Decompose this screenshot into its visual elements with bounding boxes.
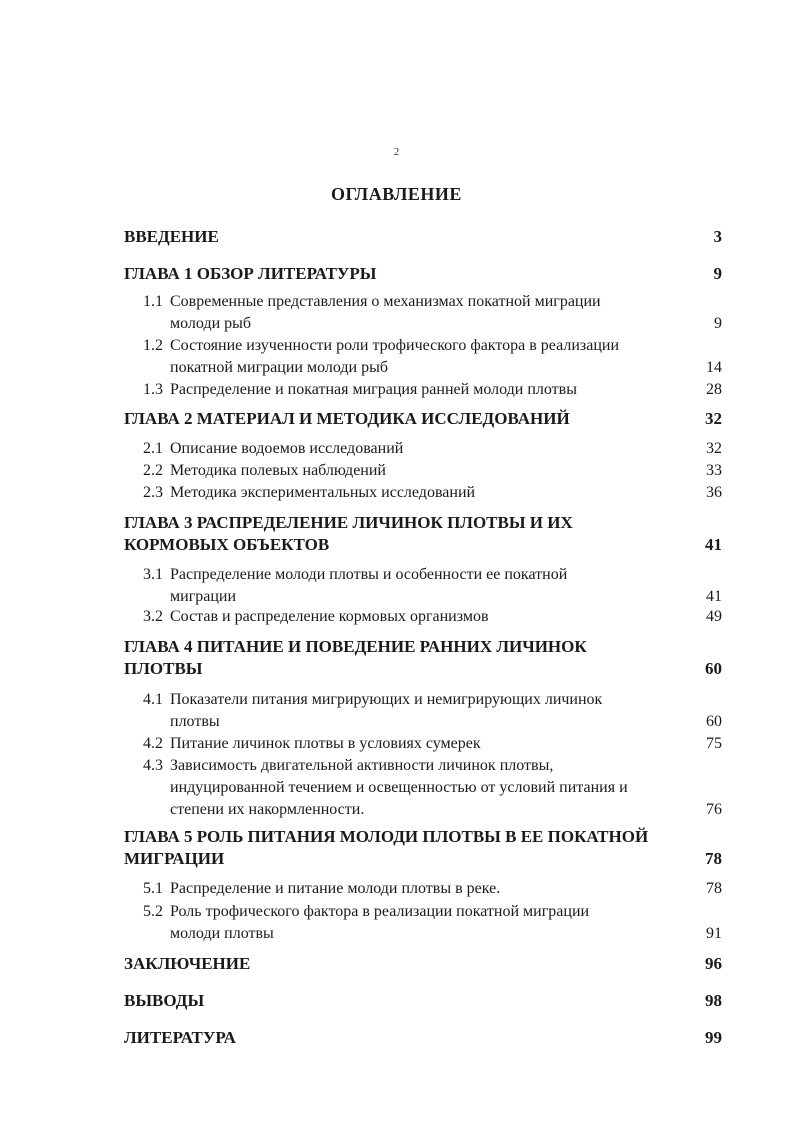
toc-chapter-title-cont: ПЛОТВЫ <box>124 659 203 678</box>
toc-chapter-page: 32 <box>705 409 722 428</box>
toc-title: ОГЛАВЛЕНИЕ <box>331 184 462 204</box>
section-title: Распределение молоди плотвы и особенности ее покатной <box>170 566 568 583</box>
toc-chapter-page: 78 <box>705 849 722 868</box>
section-title-cont: молоди рыб <box>170 315 252 332</box>
page-number: 2 <box>393 146 400 158</box>
section-page: 32 <box>706 440 722 457</box>
section-page: 33 <box>706 462 722 479</box>
section-number: 5.2 <box>143 903 163 920</box>
toc-chapter-page: 60 <box>705 659 722 678</box>
toc-chapter-title: ГЛАВА 5 РОЛЬ ПИТАНИЯ МОЛОДИ ПЛОТВЫ В ЕЕ ПОКАТНОЙ <box>124 827 649 846</box>
toc-chapter-title-cont: КОРМОВЫХ ОБЪЕКТОВ <box>124 535 330 554</box>
section-title: Методика полевых наблюдений <box>170 462 386 479</box>
section-number: 1.3 <box>143 381 163 398</box>
section-page: 9 <box>714 315 722 332</box>
toc-chapter-page: 9 <box>713 264 722 283</box>
toc-entry-page: 99 <box>705 1028 722 1047</box>
section-page: 76 <box>706 801 722 818</box>
section-title: Показатели питания мигрирующих и немигрирующих личинок <box>170 691 603 708</box>
toc-chapter-page: 41 <box>705 535 722 554</box>
section-number: 3.1 <box>143 566 163 583</box>
toc-entry-title: ЛИТЕРАТУРА <box>124 1028 236 1047</box>
section-page: 36 <box>706 484 722 501</box>
section-number: 4.2 <box>143 735 163 752</box>
section-title-cont: степени их накормленности. <box>170 801 365 818</box>
section-number: 4.3 <box>143 757 163 774</box>
section-title: Состояние изученности роли трофического фактора в реализации <box>170 337 619 354</box>
toc-chapter-title: ГЛАВА 3 РАСПРЕДЕЛЕНИЕ ЛИЧИНОК ПЛОТВЫ И ИХ <box>124 513 573 532</box>
toc-entry-title: ВВЕДЕНИЕ <box>124 227 219 246</box>
section-page: 78 <box>706 880 722 897</box>
section-number: 5.1 <box>143 880 163 897</box>
section-title-cont: покатной миграции молоди рыб <box>170 359 388 376</box>
section-page: 49 <box>706 608 722 625</box>
section-page: 14 <box>706 359 722 376</box>
toc-entry-title: ВЫВОДЫ <box>124 991 205 1010</box>
section-title: Распределение и питание молоди плотвы в реке. <box>170 880 501 897</box>
toc-chapter-title-cont: МИГРАЦИИ <box>124 849 225 868</box>
section-title-cont: молоди плотвы <box>170 925 274 942</box>
section-page: 28 <box>706 381 722 398</box>
toc-entry-page: 98 <box>705 991 722 1010</box>
section-number: 2.2 <box>143 462 163 479</box>
section-number: 1.2 <box>143 337 163 354</box>
toc-chapter-title: ГЛАВА 4 ПИТАНИЕ И ПОВЕДЕНИЕ РАННИХ ЛИЧИНОК <box>124 637 587 656</box>
section-number: 4.1 <box>143 691 163 708</box>
section-title: Питание личинок плотвы в условиях сумерек <box>170 735 481 752</box>
section-page: 60 <box>706 713 722 730</box>
section-title-cont: миграции <box>170 588 237 605</box>
section-number: 2.3 <box>143 484 163 501</box>
section-title-cont: плотвы <box>170 713 220 730</box>
toc-entry-page: 96 <box>705 954 722 973</box>
section-page: 75 <box>706 735 722 752</box>
toc-chapter-title: ГЛАВА 2 МАТЕРИАЛ И МЕТОДИКА ИССЛЕДОВАНИЙ <box>124 409 570 428</box>
section-title: Зависимость двигательной активности личинок плотвы, <box>170 757 554 774</box>
toc-entry-page: 3 <box>713 227 722 246</box>
section-title: Состав и распределение кормовых организмов <box>170 608 489 625</box>
section-title: Описание водоемов исследований <box>170 440 404 457</box>
section-number: 2.1 <box>143 440 163 457</box>
toc-chapter-title: ГЛАВА 1 ОБЗОР ЛИТЕРАТУРЫ <box>124 264 377 283</box>
toc-entry-title: ЗАКЛЮЧЕНИЕ <box>124 954 251 973</box>
section-title: Современные представления о механизмах покатной миграции <box>170 293 601 310</box>
section-title: Распределение и покатная миграция ранней молоди плотвы <box>170 381 577 398</box>
section-title: Роль трофического фактора в реализации покатной миграции <box>170 903 590 920</box>
section-number: 1.1 <box>143 293 163 310</box>
section-title-cont: индуцированной течением и освещенностью от условий питания и <box>170 779 628 796</box>
section-number: 3.2 <box>143 608 163 625</box>
section-page: 41 <box>706 588 722 605</box>
section-page: 91 <box>706 925 722 942</box>
section-title: Методика экспериментальных исследований <box>170 484 476 501</box>
